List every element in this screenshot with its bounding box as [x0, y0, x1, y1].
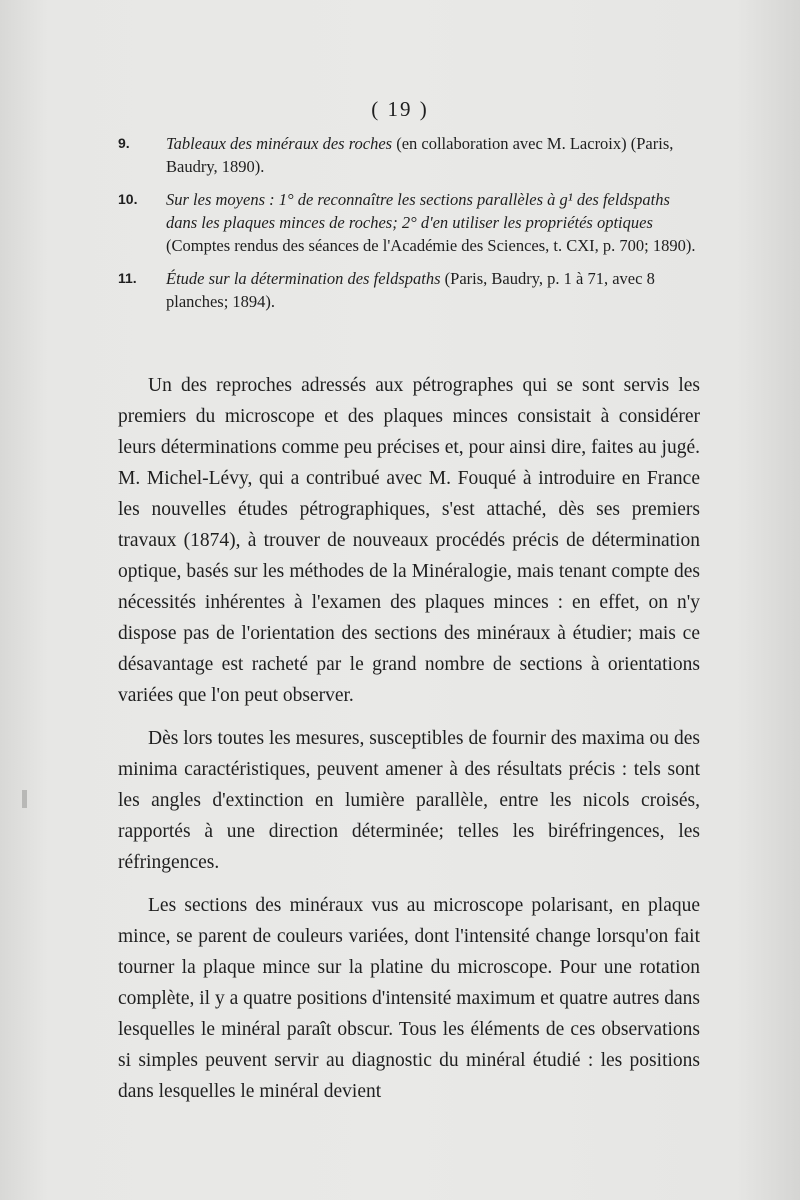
reference-title: Sur les moyens : 1° de reconnaître les sections parallèles à g¹ des feldspaths dans les plaques minces de roches; 2° d'en utiliser les propriétés optiques — [166, 190, 670, 232]
reference-list — [118, 132, 703, 323]
reference-title: Étude sur la détermination des feldspaths — [166, 269, 441, 288]
body-paragraph: Un des reproches adressés aux pétrographes qui se sont servis les premiers du microscope et des plaques minces consistait à considérer leurs déterminations comme peu précises et, pour ainsi dire, faites au jugé. M. Michel-Lévy, qui a contribué avec M. Fouqué à introduire en France les nouvelles études pétrographiques, s'est attaché, dès ses premiers travaux (1874), à trouver de nouveaux procédés précis de détermination optique, basés sur les méthodes de la Minéralogie, mais tenant compte des nécessités inhérentes à l'examen des plaques minces : en effet, on n'y dispose pas de l'orientation des sections des minéraux à étudier; mais ce désavantage est racheté par le grand nombre de sections à orientations variées que l'on peut observer. — [118, 375, 700, 706]
reference-details: (Comptes rendus des séances de l'Académie des Sciences, t. CXI, p. 700; 1890). — [166, 236, 696, 255]
body-text — [118, 370, 700, 1119]
reference-number: 11. — [118, 270, 137, 286]
reference-number: 10. — [118, 191, 138, 207]
page-number: ( 19 ) — [371, 97, 429, 121]
body-paragraph: Dès lors toutes les mesures, susceptibles de fournir des maxima ou des minima caractéristiques, peuvent amener à des résultats précis : tels sont les angles d'extinction en lumière parallèle, entre les nicols croisés, rapportés à une direction déterminée; telles les biréfringences, les réfringences. — [118, 728, 700, 873]
reference-item — [118, 188, 703, 257]
body-paragraph: Les sections des minéraux vus au microscope polarisant, en plaque mince, se parent de couleurs variées, dont l'intensité change lorsqu'on fait tourner la plaque mince sur la platine du microscope. Pour une rotation complète, il y a quatre positions d'intensité maximum et quatre autres dans lesquelles le minéral paraît obscur. Tous les éléments de ces observations si simples peuvent servir au diagnostic du minéral étudié : les positions dans lesquelles le minéral devient — [118, 895, 700, 1102]
reference-title: Tableaux des minéraux des roches — [166, 134, 393, 153]
reference-number: 9. — [118, 135, 130, 151]
reference-item — [118, 132, 703, 178]
reference-details: (en collaboration avec M. Lacroix) (Paris, Baudry, 1890). — [166, 134, 674, 176]
scan-gutter-mark — [22, 790, 27, 808]
reference-details: (Paris, Baudry, p. 1 à 71, avec 8 planches; 1894). — [166, 269, 655, 311]
reference-item — [118, 267, 703, 313]
